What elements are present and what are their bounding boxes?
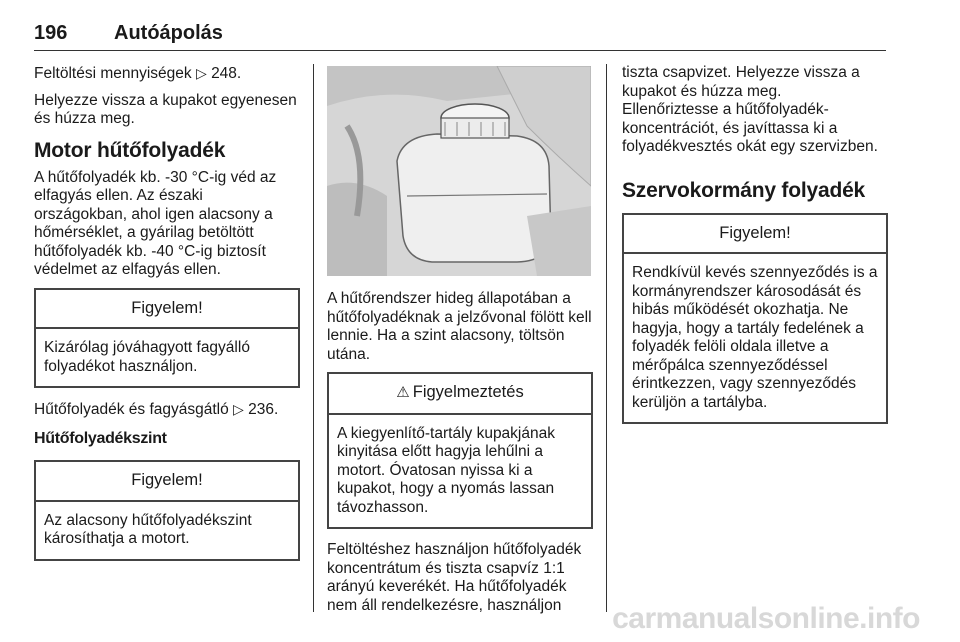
- warning-triangle-icon: ⚠: [396, 384, 410, 401]
- notice-title: Figyelem!: [624, 215, 886, 255]
- column-2: [327, 64, 593, 623]
- column-divider: [606, 64, 607, 612]
- watermark: carmanualsonline.info: [612, 602, 920, 635]
- notice-title: Figyelem!: [36, 462, 298, 502]
- page-reference[interactable]: 248.: [211, 65, 242, 82]
- section-heading: Szervokormány folyadék: [622, 178, 866, 202]
- page-number: 196: [34, 22, 68, 44]
- notice-title: Figyelem!: [36, 290, 298, 330]
- arrow-right-icon: ▷: [233, 401, 244, 417]
- coolant-reservoir-illustration: [327, 66, 591, 276]
- warning-title: ⚠ Figyelmeztetés: [329, 374, 591, 415]
- paragraph: tiszta csapvizet. Helyezze vissza a kupakot és húzza meg.: [622, 64, 860, 100]
- paragraph: A hűtőfolyadék kb. -30 °C-ig véd az elfagyás ellen. Az északi országokban, ahol igen alacsony a hőmérséklet, a gyárilag betöltött hűtőfolyadék kb. -40 °C-ig biztosít védelmet az elfagyás ellen.: [34, 168, 277, 278]
- subsection-heading: Hűtőfolyadékszint: [34, 429, 167, 447]
- paragraph: Hűtőfolyadék és fagyásgátló ▷ 236.: [34, 401, 279, 418]
- page-title: Autóápolás: [114, 22, 223, 44]
- warning-body: A kiegyenlítő-tartály kupakjának kinyitása előtt hagyja lehűlni a motort. Óvatosan nyissa ki a kupakot, hogy a nyomás lassan távozhasson.: [337, 424, 555, 516]
- notice-box: [622, 213, 888, 425]
- paragraph: Helyezze vissza a kupakot egyenesen és húzza meg.: [34, 91, 297, 127]
- paragraph: Ellenőriztesse a hűtőfolyadék-koncentrációt, és javíttassa ki a folyadékvesztés okát egy szervizben.: [622, 101, 878, 155]
- notice-box: [34, 460, 300, 561]
- page-reference[interactable]: 236.: [248, 401, 279, 418]
- notice-body: Kizárólag jóváhagyott fagyálló folyadékot használjon.: [44, 339, 250, 375]
- column-divider: [313, 64, 314, 612]
- column-3: [622, 64, 888, 436]
- notice-body: Rendkívül kevés szennyeződés is a kormányrendszer károsodását és hibás működését okozhatja. Ne hagyja, hogy a tartály fedelének a folyadék felöli oldala illetve a mérőpálca szennyeződéssel érintkezzen, vagy szennyeződés kerüljön a tartályba.: [632, 264, 878, 411]
- paragraph: Feltöltési mennyiségek ▷ 248.: [34, 65, 242, 82]
- section-heading: Motor hűtőfolyadék: [34, 138, 226, 162]
- warning-box: [327, 372, 593, 529]
- paragraph: Feltöltéshez használjon hűtőfolyadék koncentrátum és tiszta csapvíz 1:1 arányú keverékét. Ha hűtőfolyadék nem áll rendelkezésre, használjon: [327, 541, 582, 614]
- notice-body: Az alacsony hűtőfolyadékszint károsíthatja a motort.: [44, 511, 252, 547]
- paragraph: A hűtőrendszer hideg állapotában a hűtőfolyadéknak a jelzővonal fölött kell lennie. Ha a szint alacsony, töltsön utána.: [327, 290, 592, 363]
- notice-box: [34, 288, 300, 389]
- arrow-right-icon: ▷: [195, 65, 207, 81]
- page-header: [34, 22, 886, 51]
- engine-bay-drawing: [327, 66, 591, 276]
- column-1: [34, 64, 300, 573]
